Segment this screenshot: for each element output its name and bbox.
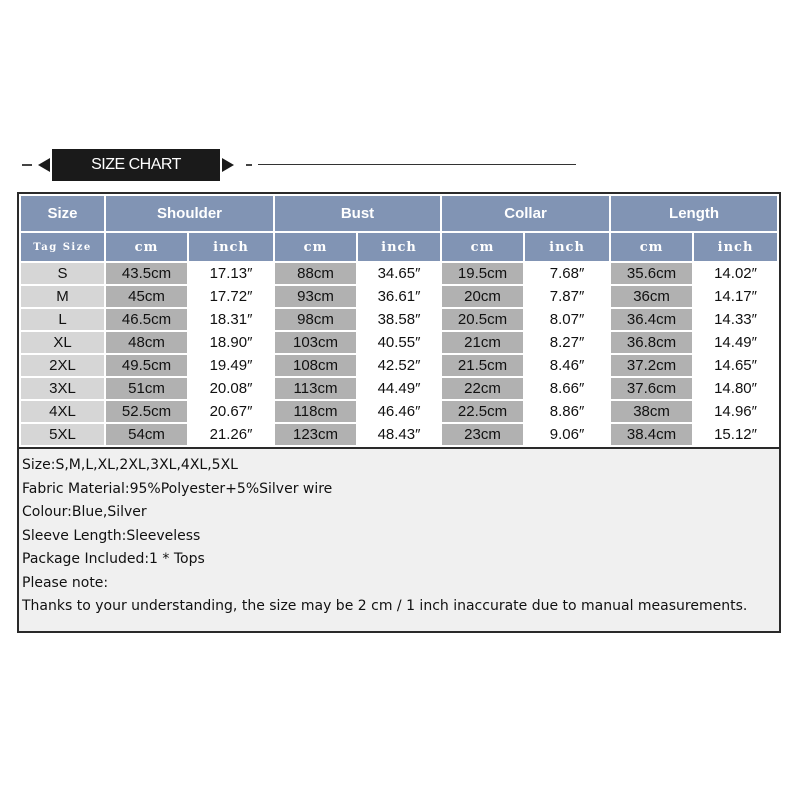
cm-cell: 37.6cm (611, 378, 692, 399)
unit-cell: inch (694, 233, 777, 261)
table-row (21, 355, 777, 376)
size-cell: 5XL (21, 424, 104, 445)
cm-cell: 103cm (275, 332, 356, 353)
unit-cell: cm (106, 233, 187, 261)
cm-cell: 20.5cm (442, 309, 523, 330)
size-cell: M (21, 286, 104, 307)
header-row (21, 196, 777, 231)
inch-cell: 20.08″ (189, 378, 273, 399)
inch-cell: 14.17″ (694, 286, 777, 307)
size-cell: S (21, 263, 104, 284)
inch-cell: 36.61″ (358, 286, 440, 307)
inch-cell: 14.96″ (694, 401, 777, 422)
cm-cell: 88cm (275, 263, 356, 284)
unit-row (21, 233, 777, 261)
inch-cell: 44.49″ (358, 378, 440, 399)
inch-cell: 20.67″ (189, 401, 273, 422)
size-cell: 4XL (21, 401, 104, 422)
note-line: Colour:Blue,Silver (22, 504, 147, 520)
banner-dash-right (246, 164, 252, 166)
product-notes (19, 447, 779, 631)
inch-cell: 21.26″ (189, 424, 273, 445)
banner-arrow-right-icon (222, 158, 234, 172)
size-cell: 2XL (21, 355, 104, 376)
table-row (21, 263, 777, 284)
unit-cell: inch (525, 233, 609, 261)
inch-cell: 17.13″ (189, 263, 273, 284)
header-size: Size (21, 196, 104, 231)
inch-cell: 15.12″ (694, 424, 777, 445)
cm-cell: 23cm (442, 424, 523, 445)
cm-cell: 36.4cm (611, 309, 692, 330)
cm-cell: 43.5cm (106, 263, 187, 284)
banner-rule-line (258, 164, 576, 165)
cm-cell: 20cm (442, 286, 523, 307)
inch-cell: 34.65″ (358, 263, 440, 284)
note-line: Sleeve Length:Sleeveless (22, 527, 201, 544)
note-line: Thanks to your understanding, the size may be 2 cm / 1 inch inaccurate due to manual measurements. (22, 598, 748, 614)
inch-cell: 14.02″ (694, 263, 777, 284)
unit-cell: cm (275, 233, 356, 261)
inch-cell: 17.72″ (189, 286, 273, 307)
size-chart-banner (0, 145, 800, 185)
size-chart (17, 192, 781, 633)
cm-cell: 113cm (275, 378, 356, 399)
cm-cell: 123cm (275, 424, 356, 445)
inch-cell: 19.49″ (189, 355, 273, 376)
cm-cell: 48cm (106, 332, 187, 353)
size-cell: XL (21, 332, 104, 353)
cm-cell: 118cm (275, 401, 356, 422)
inch-cell: 18.90″ (189, 332, 273, 353)
inch-cell: 7.68″ (525, 263, 609, 284)
cm-cell: 98cm (275, 309, 356, 330)
table-row (21, 332, 777, 353)
inch-cell: 18.31″ (189, 309, 273, 330)
cm-cell: 49.5cm (106, 355, 187, 376)
cm-cell: 21cm (442, 332, 523, 353)
header-tag-size: Tag Size (21, 233, 104, 261)
cm-cell: 93cm (275, 286, 356, 307)
inch-cell: 38.58″ (358, 309, 440, 330)
size-chart-title: SIZE CHART (52, 149, 220, 181)
inch-cell: 8.86″ (525, 401, 609, 422)
cm-cell: 22.5cm (442, 401, 523, 422)
table-row (21, 424, 777, 445)
inch-cell: 14.33″ (694, 309, 777, 330)
header-length: Length (611, 196, 777, 231)
cm-cell: 35.6cm (611, 263, 692, 284)
inch-cell: 14.80″ (694, 378, 777, 399)
inch-cell: 8.27″ (525, 332, 609, 353)
banner-arrow-left-icon (38, 158, 50, 172)
size-cell: 3XL (21, 378, 104, 399)
inch-cell: 40.55″ (358, 332, 440, 353)
cm-cell: 38cm (611, 401, 692, 422)
banner-dash-left (22, 164, 32, 166)
inch-cell: 42.52″ (358, 355, 440, 376)
header-shoulder: Shoulder (106, 196, 273, 231)
cm-cell: 21.5cm (442, 355, 523, 376)
cm-cell: 51cm (106, 378, 187, 399)
size-table (19, 194, 779, 447)
cm-cell: 36.8cm (611, 332, 692, 353)
table-row (21, 309, 777, 330)
unit-cell: cm (442, 233, 523, 261)
unit-cell: cm (611, 233, 692, 261)
unit-cell: inch (189, 233, 273, 261)
inch-cell: 14.65″ (694, 355, 777, 376)
inch-cell: 46.46″ (358, 401, 440, 422)
cm-cell: 46.5cm (106, 309, 187, 330)
inch-cell: 8.07″ (525, 309, 609, 330)
note-line: Package Included:1 * Tops (22, 551, 205, 567)
inch-cell: 14.49″ (694, 332, 777, 353)
cm-cell: 54cm (106, 424, 187, 445)
note-line: Size:S,M,L,XL,2XL,3XL,4XL,5XL (22, 457, 238, 473)
table-row (21, 378, 777, 399)
note-line: Fabric Material:95%Polyester+5%Silver wire (22, 480, 333, 497)
inch-cell: 48.43″ (358, 424, 440, 445)
table-row (21, 286, 777, 307)
cm-cell: 45cm (106, 286, 187, 307)
cm-cell: 108cm (275, 355, 356, 376)
note-line: Please note: (22, 574, 109, 591)
header-bust: Bust (275, 196, 440, 231)
header-collar: Collar (442, 196, 609, 231)
cm-cell: 36cm (611, 286, 692, 307)
cm-cell: 37.2cm (611, 355, 692, 376)
inch-cell: 8.46″ (525, 355, 609, 376)
inch-cell: 7.87″ (525, 286, 609, 307)
cm-cell: 19.5cm (442, 263, 523, 284)
cm-cell: 52.5cm (106, 401, 187, 422)
cm-cell: 22cm (442, 378, 523, 399)
unit-cell: inch (358, 233, 440, 261)
size-cell: L (21, 309, 104, 330)
cm-cell: 38.4cm (611, 424, 692, 445)
size-table-body (21, 263, 777, 445)
inch-cell: 9.06″ (525, 424, 609, 445)
table-row (21, 401, 777, 422)
inch-cell: 8.66″ (525, 378, 609, 399)
